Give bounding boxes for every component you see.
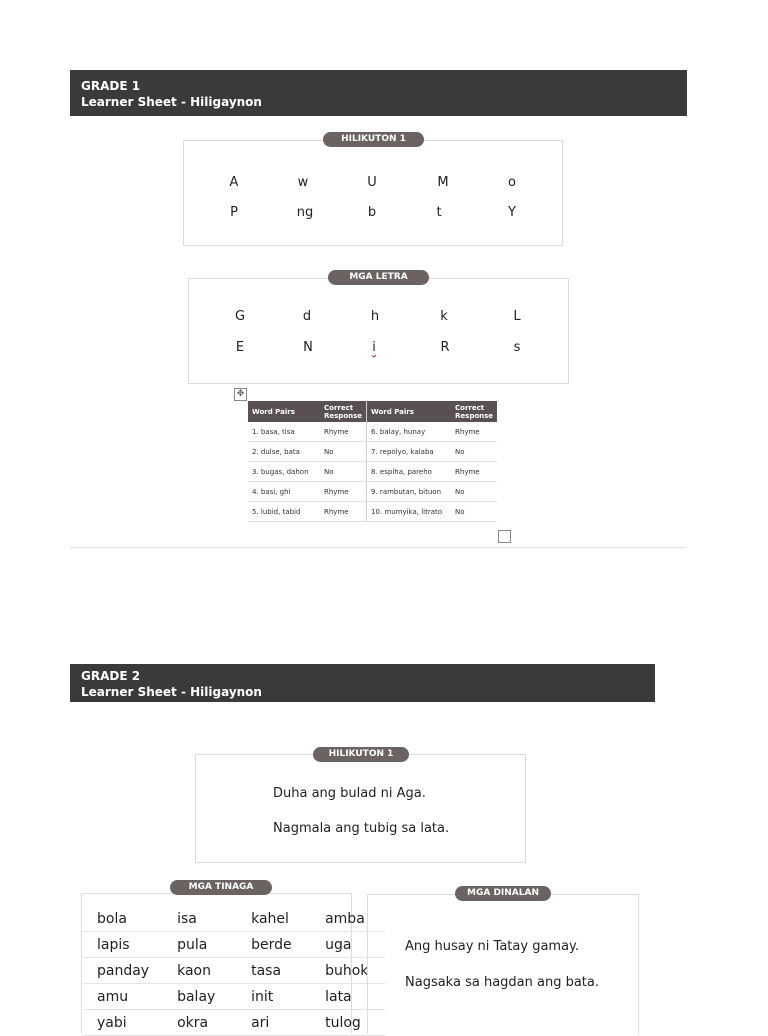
letter: M bbox=[437, 175, 449, 190]
column-header: Correct Response bbox=[320, 401, 367, 422]
letter: o bbox=[508, 175, 516, 190]
column-header: Word Pairs bbox=[248, 401, 320, 422]
table-cell: Rhyme bbox=[451, 462, 497, 482]
table-cell: 7. repolyo, kalaba bbox=[367, 442, 452, 462]
grade1-activity-box bbox=[183, 140, 563, 246]
table-row bbox=[248, 462, 497, 482]
table-row bbox=[83, 906, 385, 932]
dinalan-sentence-2: Nagsaka sa hagdan ang bata. bbox=[405, 975, 600, 990]
word-cell: lata bbox=[311, 984, 385, 1010]
table-row bbox=[83, 1010, 385, 1036]
table-cell: 8. espiha, pareho bbox=[367, 462, 452, 482]
grade2-activity-label: HILIKUTON 1 bbox=[313, 747, 409, 762]
grade2-sentence-1: Duha ang bulad ni Aga. bbox=[273, 786, 426, 801]
grade2-title: GRADE 2 bbox=[81, 669, 141, 683]
word-cell: pula bbox=[163, 932, 237, 958]
word-cell: tulog bbox=[311, 1010, 385, 1036]
word-cell: balay bbox=[163, 984, 237, 1010]
table-row bbox=[248, 502, 497, 522]
letter: A bbox=[229, 175, 239, 190]
word-cell: kahel bbox=[237, 906, 311, 932]
table-row bbox=[248, 422, 497, 442]
word-cell: isa bbox=[163, 906, 237, 932]
word-cell: berde bbox=[237, 932, 311, 958]
letter: h bbox=[370, 309, 380, 324]
letter: d bbox=[302, 309, 312, 324]
table-cell: 4. basi, ghi bbox=[248, 482, 320, 502]
column-header: Correct Response bbox=[451, 401, 497, 422]
letter: s bbox=[513, 340, 521, 355]
word-cell: bola bbox=[83, 906, 163, 932]
table-cell: 1. basa, tisa bbox=[248, 422, 320, 442]
table-cell: No bbox=[451, 442, 497, 462]
word-cell: kaon bbox=[163, 958, 237, 984]
letter: b bbox=[367, 205, 377, 220]
grade2-subtitle: Learner Sheet - Hiligaynon bbox=[81, 685, 262, 699]
table-cell: Rhyme bbox=[451, 422, 497, 442]
page-divider bbox=[70, 547, 686, 548]
letter: k bbox=[440, 309, 448, 324]
letter: w bbox=[297, 175, 309, 190]
letter: P bbox=[230, 205, 238, 220]
word-cell: amba bbox=[311, 906, 385, 932]
table-row bbox=[248, 482, 497, 502]
letter: R bbox=[440, 340, 450, 355]
grade1-title: GRADE 1 bbox=[81, 79, 141, 93]
table-cell: No bbox=[451, 502, 497, 522]
table-cell: 2. dulse, bata bbox=[248, 442, 320, 462]
letter: E bbox=[235, 340, 245, 355]
letters-label: MGA LETRA bbox=[328, 270, 429, 285]
letter: ng bbox=[296, 205, 314, 220]
table-cell: Rhyme bbox=[320, 482, 367, 502]
grade2-header bbox=[70, 664, 655, 702]
word-cell: yabi bbox=[83, 1010, 163, 1036]
word-cell: okra bbox=[163, 1010, 237, 1036]
grade2-sentence-2: Nagmala ang tubig sa lata. bbox=[273, 821, 450, 836]
letter: Y bbox=[508, 205, 516, 220]
table-cell: 5. lubid, tabid bbox=[248, 502, 320, 522]
word-cell: panday bbox=[83, 958, 163, 984]
letter: N bbox=[303, 340, 313, 355]
word-cell: init bbox=[237, 984, 311, 1010]
table-row bbox=[83, 958, 385, 984]
table-cell: 3. bugas, dahon bbox=[248, 462, 320, 482]
table-cell: 10. mumyika, litrato bbox=[367, 502, 452, 522]
table-row bbox=[83, 932, 385, 958]
dinalan-sentence-1: Ang husay ni Tatay gamay. bbox=[405, 939, 580, 954]
grade1-activity-label: HILIKUTON 1 bbox=[323, 132, 424, 147]
letter: U bbox=[367, 175, 377, 190]
table-cell: No bbox=[451, 482, 497, 502]
word-cell: buhok bbox=[311, 958, 385, 984]
table-cell: Rhyme bbox=[320, 422, 367, 442]
grade1-header bbox=[70, 70, 687, 116]
word-pairs-table bbox=[248, 401, 497, 522]
letters-box bbox=[188, 278, 569, 384]
table-row bbox=[248, 442, 497, 462]
words-table bbox=[83, 906, 385, 1036]
sentences-box bbox=[367, 894, 639, 1034]
table-cell: 6. balay, hunay bbox=[367, 422, 452, 442]
word-cell: lapis bbox=[83, 932, 163, 958]
table-move-handle-icon[interactable]: ✥ bbox=[234, 388, 247, 401]
table-cell: No bbox=[320, 442, 367, 462]
sentences-label: MGA DINALAN bbox=[455, 886, 551, 901]
table-cell: Rhyme bbox=[320, 502, 367, 522]
table-resize-handle-icon[interactable] bbox=[498, 530, 511, 543]
table-row bbox=[83, 984, 385, 1010]
words-label: MGA TINAGA bbox=[170, 880, 272, 895]
word-cell: ari bbox=[237, 1010, 311, 1036]
column-header: Word Pairs bbox=[367, 401, 452, 422]
letter: G bbox=[234, 309, 246, 324]
letter: i bbox=[372, 340, 376, 355]
grade1-subtitle: Learner Sheet - Hiligaynon bbox=[81, 95, 262, 109]
table-cell: No bbox=[320, 462, 367, 482]
word-cell: tasa bbox=[237, 958, 311, 984]
table-cell: 9. rambutan, bituon bbox=[367, 482, 452, 502]
word-cell: amu bbox=[83, 984, 163, 1010]
grade2-activity-box bbox=[195, 754, 526, 863]
letter: t bbox=[436, 205, 442, 220]
word-cell: uga bbox=[311, 932, 385, 958]
letter: L bbox=[513, 309, 521, 324]
